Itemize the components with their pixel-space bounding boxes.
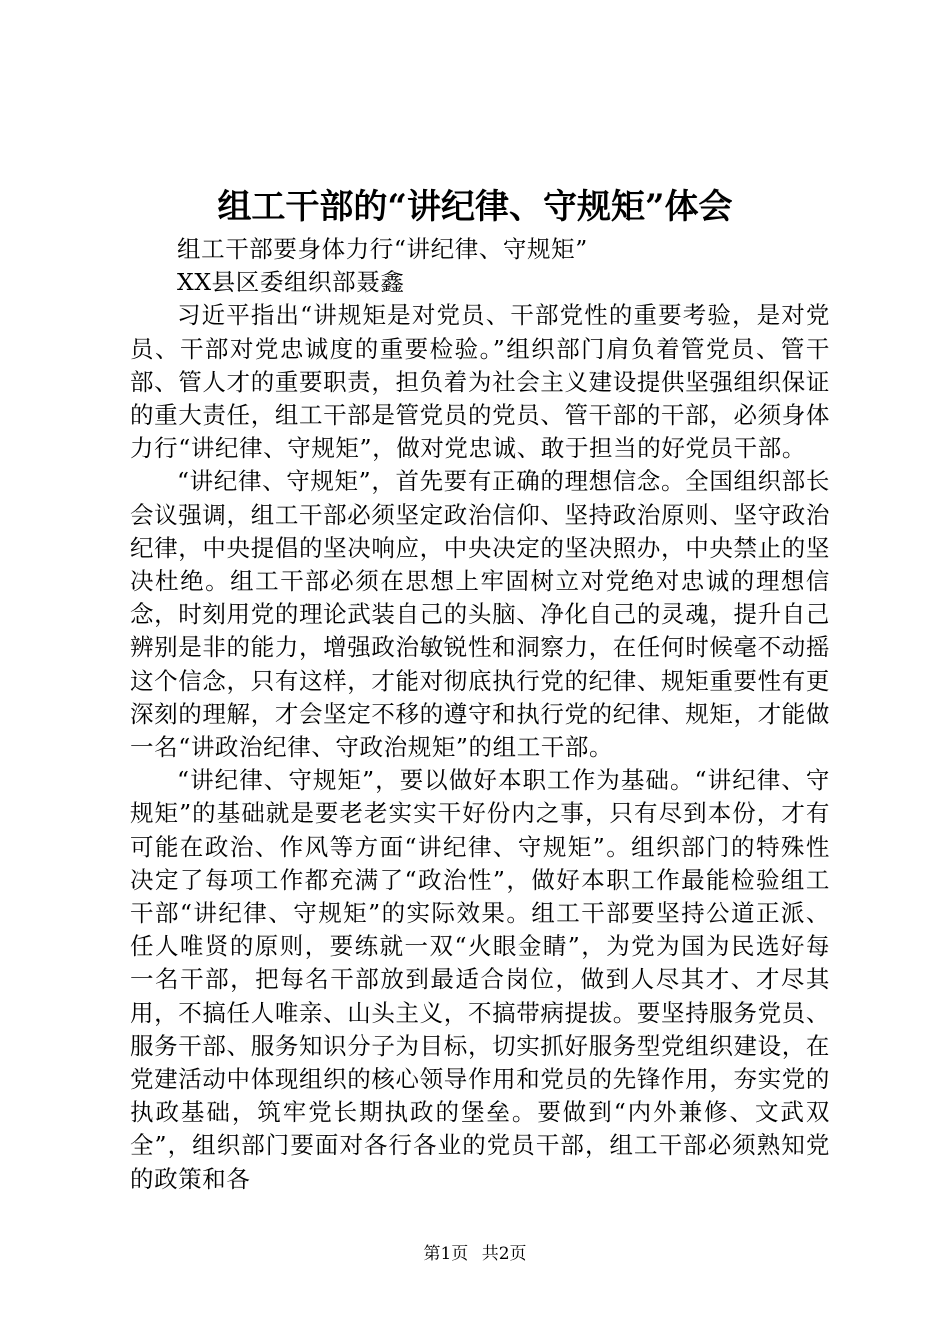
document-title: 组工干部的“讲纪律、守规矩”体会 [217,187,733,227]
paragraph: 习近平指出“讲规矩是对党员、干部党性的重要考验，是对党员、干部对党忠诚度的重要检验。”组织部门肩负着管党员、管干部、管人才的重要职责，担负着为社会主义建设提供坚强组织保证的重大责任，组工干部是管党员的党员、管干部的干部，必须身体力行“讲纪律、守规矩”，做对党忠诚、敢于担当的好党员干部。 [130,301,830,463]
document-body [130,233,830,1196]
document-subtitle: 组工干部要身体力行“讲纪律、守规矩” [177,235,588,263]
page-number-current: 第1页 [423,1244,469,1264]
page-footer [0,1242,950,1266]
page-number-total: 共2页 [481,1244,527,1264]
paragraph: “讲纪律、守规矩”，要以做好本职工作为基础。“讲纪律、守规矩”的基础就是要老老实实干好份内之事，只有尽到本份，才有可能在政治、作风等方面“讲纪律、守规矩”。组织部门的特殊性决定了每项工作都充满了“政治性”，做好本职工作最能检验组工干部“讲纪律、守规矩”的实际效果。组工干部要坚持公道正派、任人唯贤的原则，要练就一双“火眼金睛”，为党为国为民选好每一名干部，把每名干部放到最适合岗位，做到人尽其才、才尽其用，不搞任人唯亲、山头主义，不搞带病提拔。要坚持服务党员、服务干部、服务知识分子为目标，切实抓好服务型党组织建设，在党建活动中体现组织的核心领导作用和党员的先锋作用，夯实党的执政基础，筑牢党长期执政的堡垒。要做到“内外兼修、文武双全”，组织部门要面对各行各业的党员干部，组工干部必须熟知党的政策和各 [130,766,830,1193]
document-author: XX县区委组织部聂鑫 [177,268,405,297]
paragraph: “讲纪律、守规矩”，首先要有正确的理想信念。全国组织部长会议强调，组工干部必须坚定政治信仰、坚持政治原则、坚守政治纪律，中央提倡的坚决响应，中央决定的坚决照办，中央禁止的坚决杜绝。组工干部必须在思想上牢固树立对党绝对忠诚的理想信念，时刻用党的理论武装自己的头脑、净化自己的灵魂，提升自己辨别是非的能力，增强政治敏锐性和洞察力，在任何时候毫不动摇这个信念，只有这样，才能对彻底执行党的纪律、规矩重要性有更深刻的理解，才会坚定不移的遵守和执行党的纪律、规矩，才能做一名“讲政治纪律、守政治规矩”的组工干部。 [130,467,830,762]
